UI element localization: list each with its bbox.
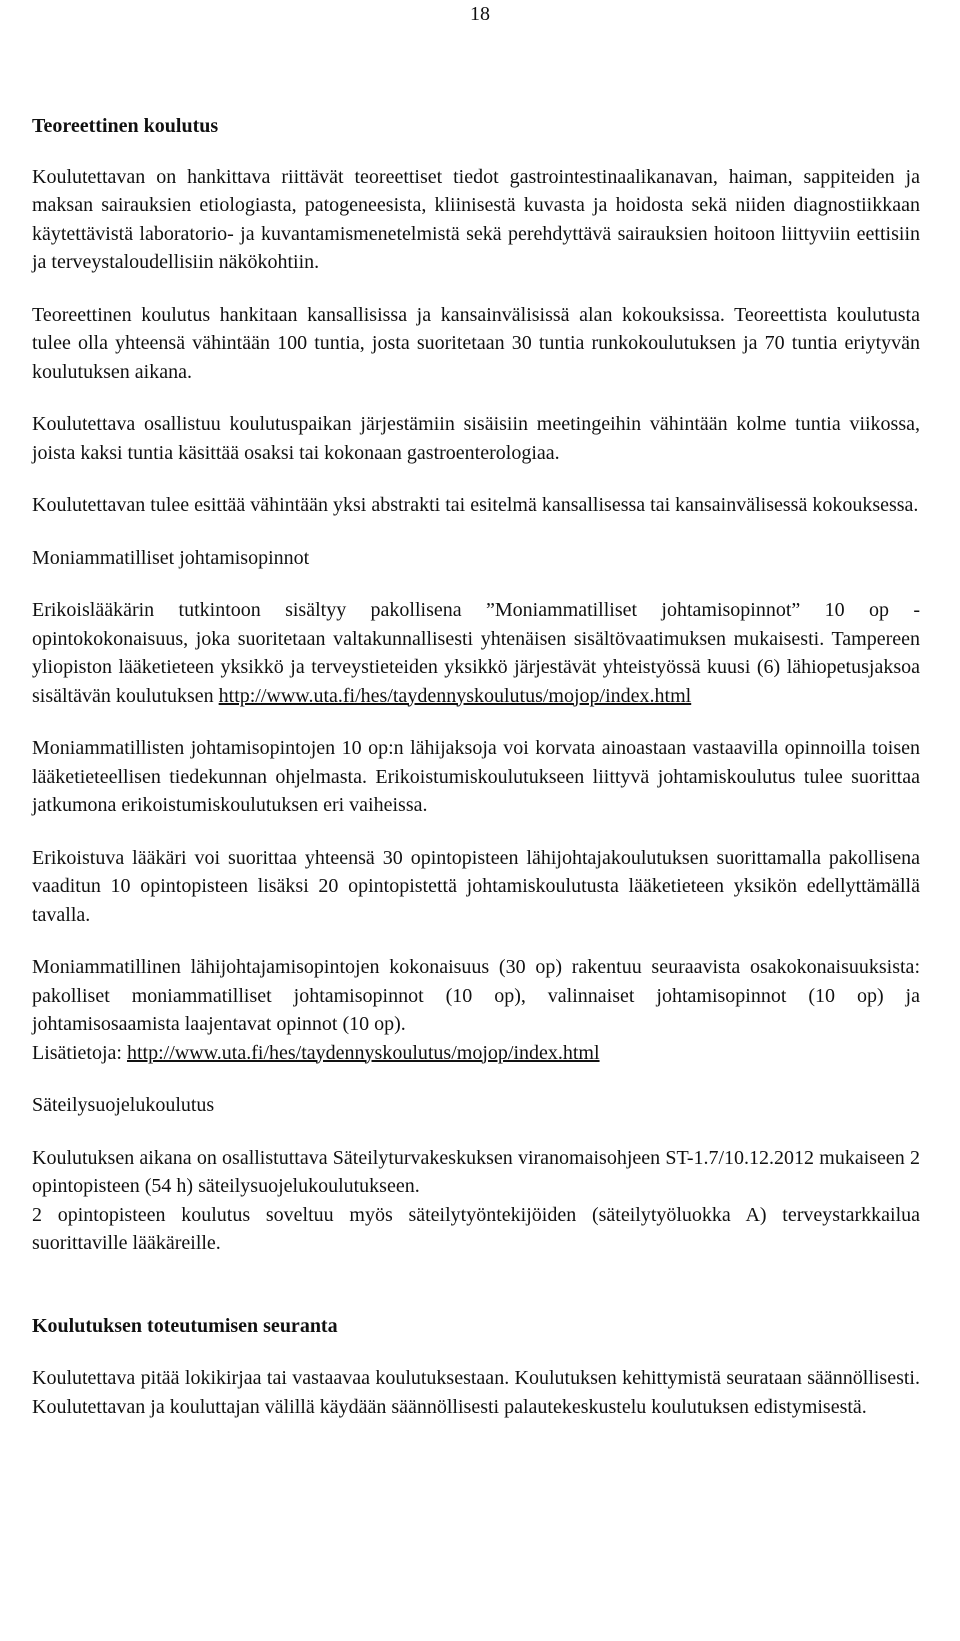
- page-number: 18: [470, 3, 490, 25]
- paragraph-management-30op: Erikoistuva lääkäri voi suorittaa yhteensä 30 opintopisteen lähijohtajakoulutuksen suorittamalla pakollisena vaaditun 10 opintopisteen lisäksi 20 opintopistettä johtamiskoulutusta lääketieteen yksikön edellyttämällä tavalla.: [32, 846, 920, 926]
- section-training-monitoring: [32, 1312, 920, 1422]
- management-components-text: Moniammatillinen lähijohtajamisopintojen kokonaisuus (30 op) rakentuu seuraavista osakokonaisuuksista: pakolliset moniammatilliset johtamisopinnot (10 op), valinnaiset johtamisopinnot (10 op) ja johtamisosaamista laajentavat opinnot (10 op).: [32, 956, 920, 1035]
- paragraph-theoretical-meetings: Teoreettinen koulutus hankitaan kansallisissa ja kansainvälisissä alan kokouksissa. Teoreettista koulutusta tulee olla yhteensä vähintään 100 tuntia, josta suoritetaan 30 tuntia runkokoulutuksen ja 70 tuntia eriytyvän koulutuksen aikana.: [32, 303, 920, 383]
- paragraph-internal-meetings: Koulutettava osallistuu koulutuspaikan järjestämiin sisäisiin meetingeihin vähintään kolme tuntia viikossa, joista kaksi tuntia käsittää osaksi tai kokonaan gastroenterologiaa.: [32, 413, 920, 464]
- more-info-link[interactable]: http://www.uta.fi/hes/taydennyskoulutus/mojop/index.html: [126, 1041, 600, 1064]
- section-management-studies: [32, 544, 920, 1068]
- paragraph-radiation-suitability: 2 opintopisteen koulutus soveltuu myös säteilytyöntekijöiden (säteilytyöluokka A) terveystarkkailua suorittaville lääkäreille.: [32, 1203, 920, 1254]
- heading-theoretical-training: Teoreettinen koulutus: [32, 115, 219, 137]
- heading-training-monitoring: Koulutuksen toteutumisen seuranta: [32, 1314, 338, 1337]
- page-content: [32, 112, 920, 1421]
- paragraph-logbook: Koulutettava pitää lokikirjaa tai vastaavaa koulutuksestaan. Koulutuksen kehittymistä seurataan säännöllisesti. Koulutettavan ja kouluttajan välillä käydään säännöllisesti palautekeskustelu koulutuksen edistymisestä.: [32, 1367, 920, 1418]
- more-info-label: Lisätietoja:: [32, 1041, 122, 1064]
- heading-radiation-protection: Säteilysuojelukoulutus: [32, 1094, 215, 1116]
- section-theoretical-training: [32, 112, 920, 520]
- heading-management-studies: Moniammatilliset johtamisopinnot: [32, 546, 310, 569]
- management-intro-text: Erikoislääkärin tutkintoon sisältyy pakollisena ”Moniammatilliset johtamisopinnot” 10 op -opintokokonaisuus, joka suoritetaan valtakunnallisesti yhtenäisen sisältövaatimuksen mukaisesti. Tampereen yliopiston lääketieteen yksikkö ja terveystieteiden yksikkö järjestävät yhteistyössä kuusi (6) lähiopetusjaksoa sisältävän koulutuksen: [32, 599, 920, 707]
- paragraph-management-substitution: Moniammatillisten johtamisopintojen 10 op:n lähijaksoja voi korvata ainoastaan vastaavilla opinnoilla toisen lääketieteellisen tiedekunnan ohjelmasta. Erikoistumiskoulutukseen liittyvä johtamiskoulutus tulee suorittaa jatkumona erikoistumiskoulutuksen eri vaiheissa.: [32, 737, 920, 816]
- paragraph-abstract-requirement: Koulutettavan tulee esittää vähintään yksi abstrakti tai esitelmä kansallisessa tai kansainvälisessä kokouksessa.: [32, 494, 919, 516]
- paragraph-theoretical-knowledge: Koulutettavan on hankittava riittävät teoreettiset tiedot gastrointestinaalikanavan, haiman, sappiteiden ja maksan sairauksien etiologiasta, patogeneesista, kliinisestä kuvasta ja hoidosta sekä niiden diagnostiikkaan käytettävistä laboratorio- ja kuvantamismenetelmistä sekä perehdyttävä sairauksien hoitoon liittyviin eettisiin ja terveystaloudellisiin näkökohtiin.: [32, 165, 920, 273]
- paragraph-radiation-requirement: Koulutuksen aikana on osallistuttava Säteilyturvakeskuksen viranomaisohjeen ST-1.7/10.12.2012 mukaiseen 2 opintopisteen (54 h) säteilysuojelukoulutukseen.: [32, 1146, 920, 1197]
- paragraph-management-intro: [32, 596, 920, 710]
- paragraph-management-components: [32, 953, 920, 1067]
- management-studies-link[interactable]: http://www.uta.fi/hes/taydennyskoulutus/mojop/index.html: [218, 684, 692, 707]
- section-radiation-protection: [32, 1091, 920, 1258]
